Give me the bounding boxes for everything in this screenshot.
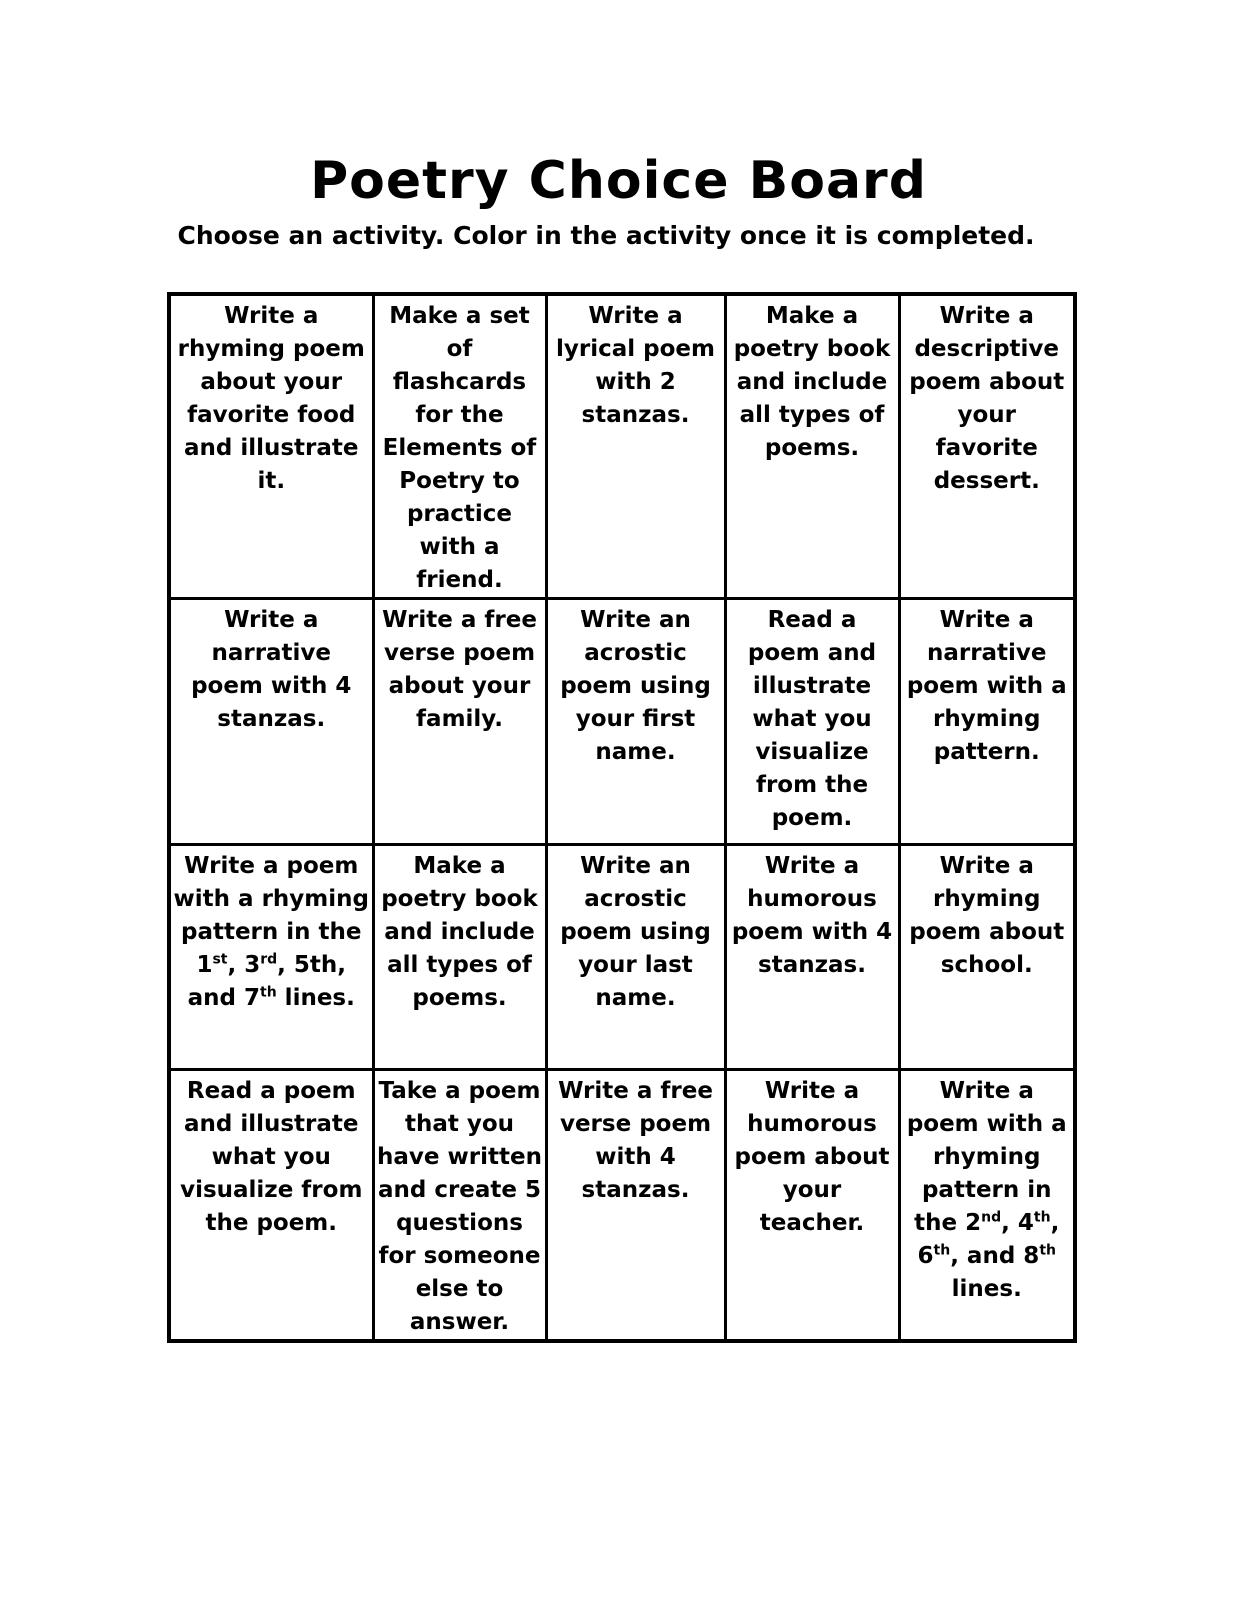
activity-text: Write an acrostic poem using your last name. bbox=[560, 853, 711, 1011]
activity-cell[interactable] bbox=[725, 845, 899, 1070]
activity-cell[interactable] bbox=[725, 294, 899, 599]
ordinal-suffix: nd bbox=[981, 1209, 1002, 1226]
instructions: Choose an activity. Color in the activity once it is completed. bbox=[177, 221, 1035, 250]
activity-cell[interactable] bbox=[373, 294, 546, 599]
activity-text: Take a poem that you have written and create 5 questions for someone else to answer. bbox=[377, 1078, 542, 1335]
activity-text: Write a poem with a rhyming pattern in the 2nd, 4th, 6th, and 8th lines. bbox=[906, 1078, 1067, 1302]
activity-cell[interactable] bbox=[546, 1070, 725, 1342]
activity-cell[interactable] bbox=[899, 599, 1075, 845]
activity-text: Write a humorous poem with 4 stanzas. bbox=[731, 853, 893, 978]
activity-cell[interactable] bbox=[373, 1070, 546, 1342]
activity-text: Write a rhyming poem about your favorite food and illustrate it. bbox=[177, 303, 365, 494]
ordinal-suffix: th bbox=[1033, 1209, 1051, 1226]
activity-cell[interactable] bbox=[169, 294, 373, 599]
ordinal-suffix: st bbox=[212, 951, 228, 968]
activity-text: Write a lyrical poem with 2 stanzas. bbox=[556, 303, 715, 428]
activity-cell[interactable] bbox=[546, 845, 725, 1070]
choice-board bbox=[167, 292, 1077, 1343]
activity-text: Write a free verse poem about your family. bbox=[382, 607, 537, 732]
activity-text: Write a humorous poem about your teacher. bbox=[734, 1078, 890, 1236]
activity-cell[interactable] bbox=[169, 599, 373, 845]
activity-text: Read a poem and illustrate what you visualize from the poem. bbox=[180, 1078, 363, 1236]
activity-cell[interactable] bbox=[725, 599, 899, 845]
activity-cell[interactable] bbox=[373, 845, 546, 1070]
board-row bbox=[169, 845, 1075, 1070]
activity-cell[interactable] bbox=[546, 294, 725, 599]
activity-text: Write an acrostic poem using your first name. bbox=[560, 607, 711, 765]
ordinal-suffix: th bbox=[933, 1242, 951, 1259]
activity-text: Write a narrative poem with a rhyming pattern. bbox=[906, 607, 1067, 765]
ordinal-suffix: th bbox=[260, 984, 277, 1001]
activity-cell[interactable] bbox=[725, 1070, 899, 1342]
activity-text: Write a rhyming poem about school. bbox=[909, 853, 1065, 978]
activity-text: Make a poetry book and include all types of poems. bbox=[733, 303, 891, 461]
page-title: Poetry Choice Board bbox=[310, 151, 927, 211]
activity-cell[interactable] bbox=[899, 294, 1075, 599]
activity-cell[interactable] bbox=[373, 599, 546, 845]
activity-cell[interactable] bbox=[169, 1070, 373, 1342]
activity-text: Write a descriptive poem about your favorite dessert. bbox=[909, 303, 1065, 494]
activity-text: Make a poetry book and include all types of poems. bbox=[381, 853, 538, 1011]
activity-cell[interactable] bbox=[899, 1070, 1075, 1342]
ordinal-suffix: rd bbox=[260, 951, 278, 968]
activity-text: Read a poem and illustrate what you visualize from the poem. bbox=[747, 607, 877, 831]
board-row bbox=[169, 294, 1075, 599]
activity-cell[interactable] bbox=[169, 845, 373, 1070]
activity-text: Write a narrative poem with 4 stanzas. bbox=[191, 607, 352, 732]
ordinal-suffix: th bbox=[1039, 1242, 1056, 1259]
activity-cell[interactable] bbox=[546, 599, 725, 845]
activity-text: Write a poem with a rhyming pattern in the 1st, 3rd, 5th, and 7th lines. bbox=[173, 853, 369, 1011]
activity-text: Write a free verse poem with 4 stanzas. bbox=[558, 1078, 713, 1203]
activity-text: Make a set of flashcards for the Elements of Poetry to practice with a friend. bbox=[382, 303, 537, 593]
board-row bbox=[169, 1070, 1075, 1342]
activity-cell[interactable] bbox=[899, 845, 1075, 1070]
board-row bbox=[169, 599, 1075, 845]
